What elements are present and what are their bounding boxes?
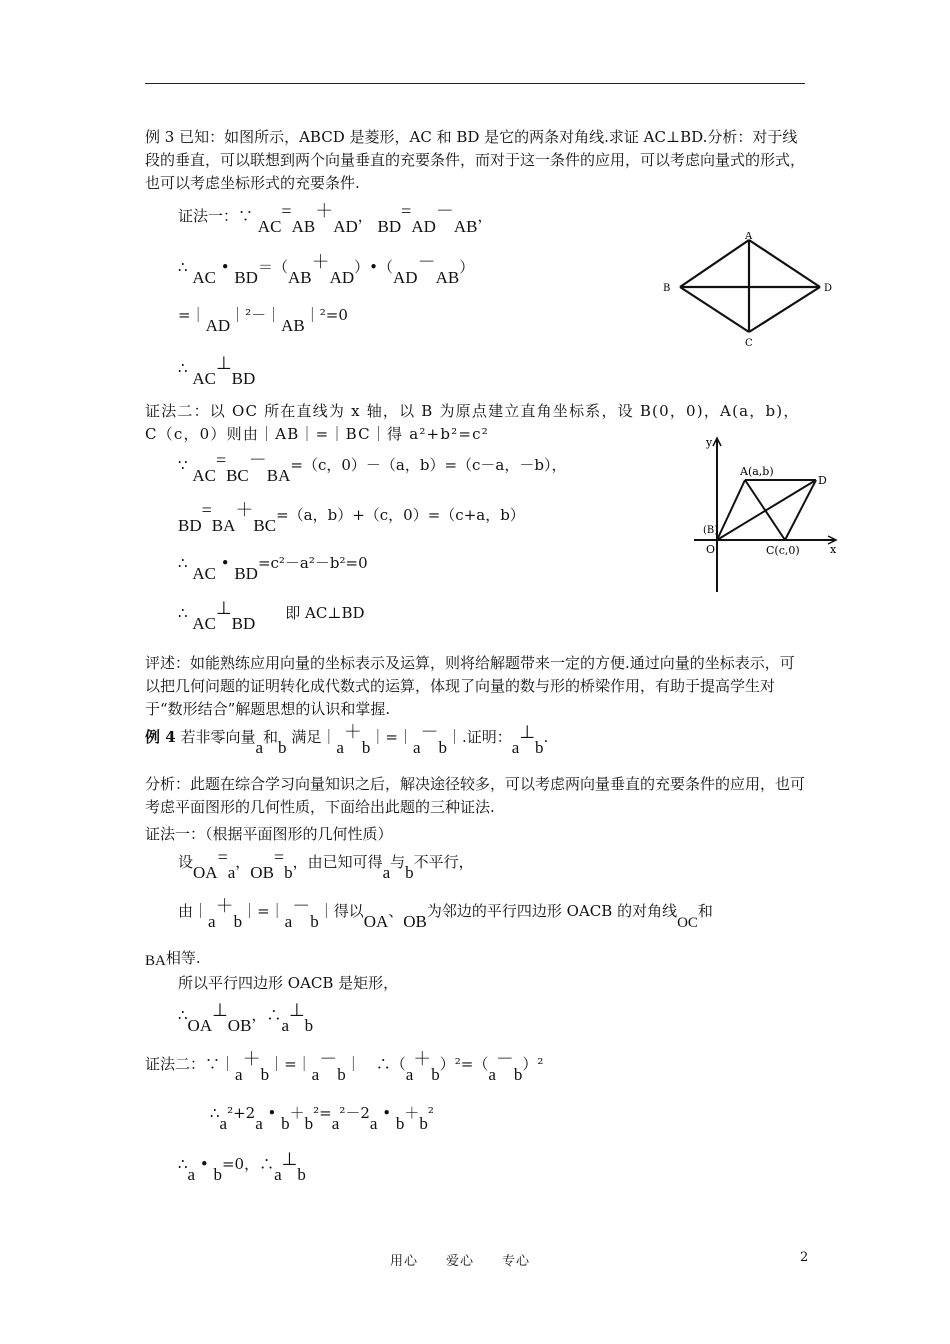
ex3-paragraph: 例 3 已知：如图所示，ABCD 是菱形，AC 和 BD 是它的两条对角线.求证 AC⊥BD.分析：对于线段的垂直，可以联想到两个向量垂直的充要条件，而对于这一条件的应用，可以考虑向量式的形式，也可以考虑坐标形式的充要条件. — [145, 128, 806, 192]
label-A: A — [745, 232, 753, 242]
m1-line3: BA相等. — [145, 949, 201, 969]
label-A: A(a,b) — [740, 465, 774, 478]
proof1-line3: =｜AD｜²－｜AB｜²=0 — [178, 306, 348, 335]
label-C: C — [745, 338, 753, 349]
m2-line3: ∴a • b=0，∴a⊥b — [178, 1149, 306, 1184]
m2-line1: 证法二：∵｜a＋b｜=｜a－b｜ ∴（a＋b）²=（a－b）² — [145, 1049, 544, 1084]
label-O: O — [706, 543, 716, 556]
ex4-analysis: 分析：此题在综合学习向量知识之后，解决途径较多，可以考虑两向量垂直的充要条件的应用，也可考虑平面图形的几何性质，下面给出此题的三种证法. — [145, 775, 806, 816]
header-rule — [145, 83, 805, 84]
label-C: C(c,0) — [766, 544, 800, 557]
coordinate-figure — [690, 432, 850, 597]
m1-line5: ∴OA⊥OB，∴a⊥b — [178, 1000, 314, 1035]
comment-paragraph: 评述：如能熟练应用向量的坐标表示及运算，则将给解题带来一定的方便.通过向量的坐标表示，可以把几何问题的证明转化成代数式的运算，体现了向量的数与形的桥梁作用，有助于提高学生对于“数形结合”解题思想的认识和掌握. — [145, 654, 795, 718]
proof2-line2: BD=BA＋BC=（a，b）+（c，0）=（c+a，b） — [178, 500, 525, 535]
page-number: 2 — [800, 1250, 809, 1265]
m2-line2: ∴a²+2a • b＋b²=a²－2a • b＋b² — [210, 1104, 434, 1133]
label-D: D — [824, 283, 833, 294]
m1-title: 证法一：（根据平面图形的几何性质） — [145, 825, 393, 843]
rhombus-figure — [660, 232, 835, 350]
ex4-statement: 例 4 若非零向量a和b 满足｜a＋b｜=｜a－b｜.证明：a⊥b. — [145, 722, 549, 757]
proof1-line1: 证法一：∵ AC=AB＋AD， BD=AD－AB， — [178, 201, 493, 236]
proof2-line4: ∴ AC⊥BD 即 AC⊥BD — [178, 598, 365, 633]
proof2-line1: ∵ AC=BC－BA=（c，0）－（a，b）=（c－a，－b）， — [178, 450, 567, 485]
proof1-line2: ∴ AC • BD＝（AB＋AD）•（AD－AB） — [178, 252, 475, 287]
label-D: D — [818, 474, 827, 487]
label-x: x — [830, 543, 837, 556]
label-B: (B) — [703, 525, 719, 536]
proof2-line3: ∴ AC • BD=c²－a²－b²=0 — [178, 554, 368, 583]
label-B: B — [663, 283, 671, 294]
proof1-line4: ∴ AC⊥BD — [178, 353, 256, 388]
proof2-intro: 证法二：以 OC 所在直线为 x 轴，以 B 为原点建立直角坐标系，设 B(0，0)，A(a，b)，C（c，0）则由｜AB｜=｜BC｜得 a²+b²=c² — [145, 402, 800, 443]
m1-line4: 所以平行四边形 OACB 是矩形， — [178, 974, 399, 992]
label-y: y — [706, 436, 713, 449]
m1-line2: 由｜a＋b｜=｜a－b｜得以OA、OB为邻边的平行四边形 OACB 的对角线OC和 — [178, 896, 713, 931]
m1-line1: 设OA=a，OB=b，由已知可得a与b不平行， — [178, 847, 474, 882]
page-footer: 用心 爱心 专心 — [390, 1254, 531, 1269]
